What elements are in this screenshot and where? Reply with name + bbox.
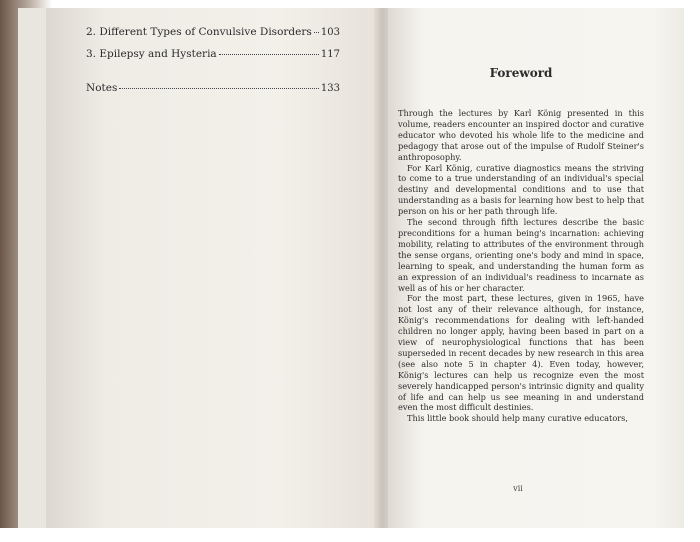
toc-entry-page: 133: [320, 83, 340, 94]
toc-dot-leader: [219, 54, 319, 55]
toc-entry: [86, 48, 340, 70]
foreword-paragraph: Through the lectures by Karl König presented in this volume, readers encounter an inspired doctor and curative educator who devoted his whole life to the medicine and pedagogy that arose out of the impulse of Rudolf Steiner's anthroposophy.: [398, 108, 644, 162]
toc-entry: [86, 26, 340, 48]
toc-entry-title: 2. Different Types of Convulsive Disorders: [86, 26, 312, 38]
toc-entry-page: 103: [320, 27, 340, 38]
bottom-margin: [0, 528, 700, 542]
toc-entry-page: 117: [320, 49, 340, 60]
toc-entry-title: Notes: [86, 82, 118, 94]
toc-entry: [86, 82, 340, 104]
foreword-paragraph: For the most part, these lectures, given in 1965, have not lost any of their relevance although, for instance, König's recommendations for dealing with left-handed children no longer apply, having been based in part on a view of neurophysiological functions that has been superseded in recent decades by new research in this area (see also note 5 in chapter 4). Even today, however, König's lectures can help us recognize even the most severely handicapped person's intrinsic dignity and quality of life and can help us see meaning in and understand even the most difficult destinies.: [398, 293, 644, 413]
page-number: vii: [513, 484, 523, 493]
toc-entry-title: 3. Epilepsy and Hysteria: [86, 48, 217, 60]
foreword-paragraph: The second through fifth lectures describe the basic preconditions for a human being's incarnation: achieving mobility, relating to attributes of the environment through the sense organs, orienting one's body and mind in space, learning to speak, and understanding the human form as an expression of an individual's readiness to incarnate as well as of his or her character.: [398, 217, 644, 293]
foreword-paragraph: For Karl König, curative diagnostics means the striving to come to a true understanding of an individual's special destiny and developmental conditions and to use that understanding as a basis for learning how best to help that person on his or her path through life.: [398, 162, 644, 217]
toc-dot-leader: [119, 88, 319, 89]
foreword-paragraph: This little book should help many curative educators,: [407, 413, 628, 424]
toc-dot-leader: [314, 32, 319, 33]
foreword-title: Foreword: [489, 66, 553, 80]
foreword-section: [398, 66, 644, 424]
table-of-contents: [86, 26, 340, 104]
